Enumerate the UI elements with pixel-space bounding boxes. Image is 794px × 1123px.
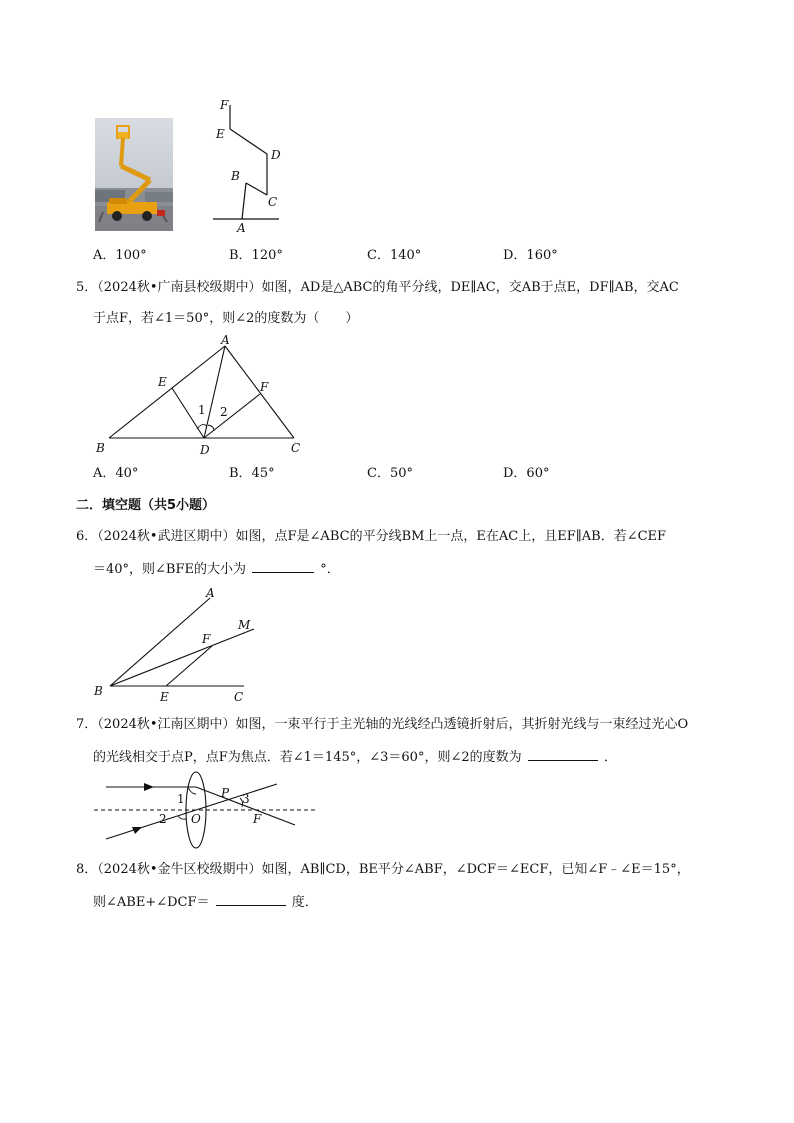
label-E: E bbox=[158, 375, 167, 389]
q8-text-line2-post: 度． bbox=[291, 895, 318, 910]
q4-option-a[interactable]: A．100° bbox=[93, 248, 147, 263]
q6-answer-blank[interactable] bbox=[252, 559, 314, 573]
q5-option-d[interactable]: D．60° bbox=[503, 466, 550, 481]
q6-text-line2-post: °． bbox=[320, 562, 340, 577]
label-M: M bbox=[238, 618, 251, 632]
section-title-fill-in: 二．填空题（共5小题） bbox=[76, 498, 216, 513]
angle-3-label: 3 bbox=[242, 792, 250, 806]
q8-text-line1: 8．（2024秋•金牛区校级期中）如图，AB∥CD，BE平分∠ABF，∠DCF＝∠ECF，已知∠F﹣∠E＝15°， bbox=[76, 862, 690, 877]
label-C: C bbox=[291, 441, 301, 455]
label-D: D bbox=[271, 148, 281, 162]
label-E: E bbox=[216, 127, 225, 141]
lift-schematic-figure bbox=[205, 95, 290, 235]
angle-2-label: 2 bbox=[220, 405, 228, 419]
label-C: C bbox=[268, 195, 278, 209]
q5-option-b[interactable]: B．45° bbox=[229, 466, 275, 481]
q8-text-line2 bbox=[93, 892, 318, 912]
q5-text-line1: 5．（2024秋•广南县校级期中）如图，AD是△ABC的角平分线，DE∥AC，交AB于点E，DF∥AB，交AC bbox=[76, 280, 679, 295]
label-F: F bbox=[253, 812, 262, 826]
q5-text-line2: 于点F，若∠1＝50°，则∠2的度数为（ ） bbox=[93, 311, 359, 326]
label-O: O bbox=[191, 812, 201, 826]
q7-text-line2-pre: 的光线相交于点P，点F为焦点．若∠1＝145°，∠3＝60°，则∠2的度数为 bbox=[93, 750, 522, 765]
q4-option-c[interactable]: C．140° bbox=[367, 248, 422, 263]
label-F: F bbox=[260, 380, 269, 394]
q8-answer-blank[interactable] bbox=[216, 892, 286, 906]
aerial-lift-photo bbox=[95, 118, 173, 231]
label-E: E bbox=[160, 690, 169, 704]
label-B: B bbox=[231, 169, 240, 183]
q6-text-line1: 6．（2024秋•武进区期中）如图，点F是∠ABC的平分线BM上一点，E在AC上，且EF∥AB．若∠CEF bbox=[76, 529, 667, 544]
q7-lens-figure bbox=[92, 770, 322, 840]
q7-answer-blank[interactable] bbox=[528, 747, 598, 761]
label-A: A bbox=[237, 221, 246, 235]
angle-1-label: 1 bbox=[177, 792, 185, 806]
label-P: P bbox=[221, 786, 230, 800]
label-B: B bbox=[96, 441, 105, 455]
q7-text-line2 bbox=[93, 747, 617, 767]
q5-option-c[interactable]: C．50° bbox=[367, 466, 413, 481]
q7-text-line1: 7．（2024秋•江南区期中）如图，一束平行于主光轴的光线经凸透镜折射后，其折射光线与一束经过光心O bbox=[76, 717, 689, 732]
label-B: B bbox=[94, 684, 103, 698]
label-F: F bbox=[202, 632, 211, 646]
label-F: F bbox=[220, 98, 229, 112]
angle-1-label: 1 bbox=[198, 403, 206, 417]
label-A: A bbox=[221, 333, 230, 347]
label-D: D bbox=[200, 443, 210, 457]
label-C: C bbox=[234, 690, 244, 704]
q7-text-line2-post: ． bbox=[603, 750, 617, 765]
q6-angle-figure bbox=[90, 586, 270, 708]
q6-text-line2-pre: ＝40°，则∠BFE的大小为 bbox=[93, 562, 246, 577]
q4-option-b[interactable]: B．120° bbox=[229, 248, 283, 263]
q5-triangle-figure bbox=[90, 333, 310, 461]
q8-text-line2-pre: 则∠ABE+∠DCF＝ bbox=[93, 895, 210, 910]
q4-option-d[interactable]: D．160° bbox=[503, 248, 558, 263]
label-A: A bbox=[206, 586, 215, 600]
q6-text-line2 bbox=[93, 559, 340, 579]
angle-2-label: 2 bbox=[159, 812, 167, 826]
q5-option-a[interactable]: A．40° bbox=[93, 466, 139, 481]
